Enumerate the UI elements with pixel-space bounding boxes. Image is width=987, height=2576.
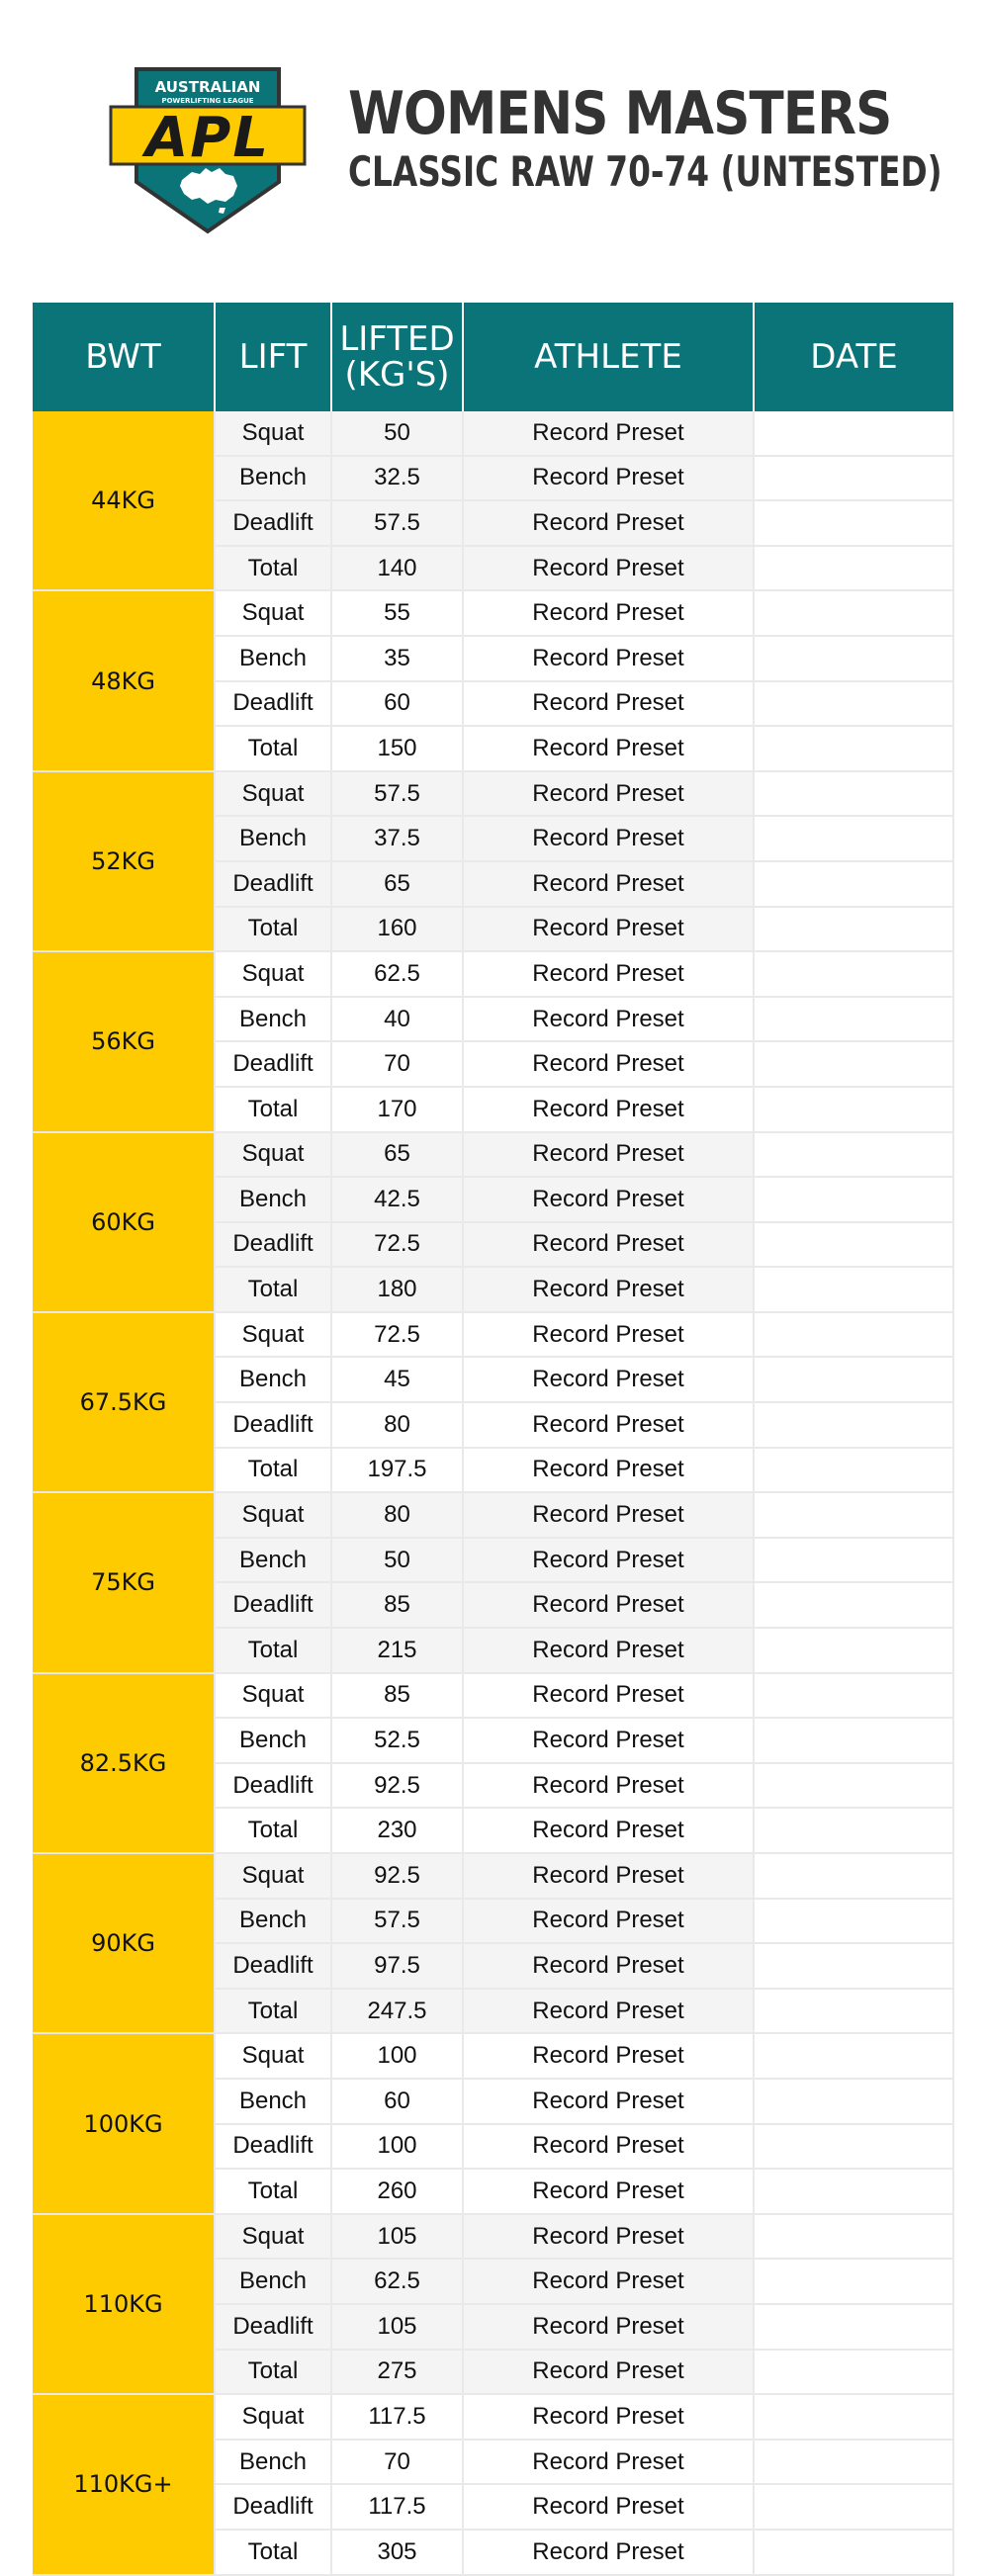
lifted-kg-cell: 247.5 — [331, 1989, 463, 2034]
lifted-kg-cell: 60 — [331, 681, 463, 727]
lift-name-cell: Total — [215, 1989, 331, 2034]
bwt-class-cell: 110KG+ — [33, 2394, 215, 2574]
date-cell — [754, 636, 953, 681]
lift-name-cell: Total — [215, 1087, 331, 1132]
lift-name-cell: Squat — [215, 2394, 331, 2440]
lift-name-cell: Bench — [215, 1177, 331, 1222]
date-cell — [754, 456, 953, 501]
lift-name-cell: Squat — [215, 1492, 331, 1538]
lift-name-cell: Bench — [215, 2079, 331, 2124]
date-cell — [754, 771, 953, 817]
bwt-class-cell: 82.5KG — [33, 1673, 215, 1853]
lifted-kg-cell: 85 — [331, 1673, 463, 1719]
date-cell — [754, 1132, 953, 1178]
table-row — [33, 771, 953, 817]
lift-name-cell: Deadlift — [215, 2304, 331, 2350]
date-cell — [754, 1628, 953, 1673]
lift-name-cell: Bench — [215, 997, 331, 1042]
date-cell — [754, 1853, 953, 1899]
athlete-cell: Record Preset — [463, 907, 754, 952]
lift-name-cell: Squat — [215, 590, 331, 636]
lifted-kg-cell: 57.5 — [331, 500, 463, 546]
lift-name-cell: Squat — [215, 2214, 331, 2260]
date-cell — [754, 2169, 953, 2214]
lifted-kg-cell: 215 — [331, 1628, 463, 1673]
table-row — [33, 2033, 953, 2079]
bwt-class-cell: 90KG — [33, 1853, 215, 2033]
lift-name-cell: Deadlift — [215, 681, 331, 727]
lift-name-cell: Deadlift — [215, 1222, 331, 1268]
lift-name-cell: Bench — [215, 2440, 331, 2485]
lifted-kg-cell: 65 — [331, 861, 463, 907]
table-row — [33, 1492, 953, 1538]
lift-name-cell: Total — [215, 2530, 331, 2575]
bwt-class-cell: 110KG — [33, 2214, 215, 2394]
lift-name-cell: Total — [215, 1628, 331, 1673]
lifted-kg-cell: 32.5 — [331, 456, 463, 501]
bwt-class-cell: 67.5KG — [33, 1312, 215, 1492]
athlete-cell: Record Preset — [463, 1718, 754, 1763]
lift-name-cell: Total — [215, 1808, 331, 1853]
athlete-cell: Record Preset — [463, 1538, 754, 1583]
athlete-cell: Record Preset — [463, 951, 754, 997]
athlete-cell: Record Preset — [463, 1312, 754, 1358]
athlete-cell: Record Preset — [463, 1628, 754, 1673]
lifted-kg-cell: 92.5 — [331, 1763, 463, 1809]
records-body — [33, 411, 953, 2575]
header-bwt: BWT — [33, 303, 215, 411]
lifted-kg-cell: 72.5 — [331, 1312, 463, 1358]
lifted-kg-cell: 55 — [331, 590, 463, 636]
date-cell — [754, 2259, 953, 2304]
lifted-kg-cell: 105 — [331, 2214, 463, 2260]
lifted-kg-cell: 70 — [331, 2440, 463, 2485]
logo-small-text: POWERLIFTING LEAGUE — [161, 97, 254, 105]
athlete-cell: Record Preset — [463, 590, 754, 636]
lift-name-cell: Deadlift — [215, 2484, 331, 2530]
lift-name-cell: Deadlift — [215, 1041, 331, 1087]
table-row — [33, 411, 953, 456]
lifted-kg-cell: 180 — [331, 1267, 463, 1312]
lift-name-cell: Total — [215, 546, 331, 591]
athlete-cell: Record Preset — [463, 997, 754, 1042]
bwt-class-cell: 56KG — [33, 951, 215, 1131]
date-cell — [754, 1222, 953, 1268]
lifted-kg-cell: 100 — [331, 2033, 463, 2079]
lifted-kg-cell: 150 — [331, 726, 463, 771]
page-header — [0, 0, 987, 297]
lift-name-cell: Bench — [215, 1899, 331, 1944]
lifted-kg-cell: 80 — [331, 1402, 463, 1448]
lift-name-cell: Bench — [215, 1357, 331, 1402]
athlete-cell: Record Preset — [463, 771, 754, 817]
athlete-cell: Record Preset — [463, 500, 754, 546]
date-cell — [754, 1538, 953, 1583]
date-cell — [754, 2124, 953, 2170]
athlete-cell: Record Preset — [463, 1132, 754, 1178]
date-cell — [754, 1087, 953, 1132]
lift-name-cell: Deadlift — [215, 861, 331, 907]
lift-name-cell: Squat — [215, 1673, 331, 1719]
lifted-kg-cell: 305 — [331, 2530, 463, 2575]
athlete-cell: Record Preset — [463, 1357, 754, 1402]
athlete-cell: Record Preset — [463, 1899, 754, 1944]
athlete-cell: Record Preset — [463, 2259, 754, 2304]
lift-name-cell: Squat — [215, 771, 331, 817]
date-cell — [754, 2304, 953, 2350]
lift-name-cell: Deadlift — [215, 2124, 331, 2170]
bwt-class-cell: 52KG — [33, 771, 215, 951]
date-cell — [754, 816, 953, 861]
athlete-cell: Record Preset — [463, 1808, 754, 1853]
athlete-cell: Record Preset — [463, 2350, 754, 2395]
date-cell — [754, 951, 953, 997]
athlete-cell: Record Preset — [463, 636, 754, 681]
lifted-kg-cell: 57.5 — [331, 1899, 463, 1944]
athlete-cell: Record Preset — [463, 546, 754, 591]
records-table — [33, 303, 954, 2576]
athlete-cell: Record Preset — [463, 456, 754, 501]
athlete-cell: Record Preset — [463, 2394, 754, 2440]
lifted-kg-cell: 197.5 — [331, 1448, 463, 1493]
lifted-kg-cell: 37.5 — [331, 816, 463, 861]
athlete-cell: Record Preset — [463, 726, 754, 771]
table-row — [33, 2214, 953, 2260]
date-cell — [754, 1041, 953, 1087]
date-cell — [754, 1763, 953, 1809]
athlete-cell: Record Preset — [463, 2033, 754, 2079]
lift-name-cell: Total — [215, 2169, 331, 2214]
athlete-cell: Record Preset — [463, 1087, 754, 1132]
lift-name-cell: Deadlift — [215, 1763, 331, 1809]
athlete-cell: Record Preset — [463, 1492, 754, 1538]
date-cell — [754, 590, 953, 636]
lifted-kg-cell: 40 — [331, 997, 463, 1042]
table-row — [33, 2394, 953, 2440]
date-cell — [754, 2394, 953, 2440]
lifted-kg-cell: 42.5 — [331, 1177, 463, 1222]
table-header-row — [33, 303, 953, 411]
header-lifted — [331, 303, 463, 411]
date-cell — [754, 2530, 953, 2575]
logo-letters: APL — [144, 106, 271, 170]
athlete-cell: Record Preset — [463, 1041, 754, 1087]
date-cell — [754, 1989, 953, 2034]
lift-name-cell: Bench — [215, 456, 331, 501]
table-row — [33, 1673, 953, 1719]
date-cell — [754, 1448, 953, 1493]
bwt-class-cell: 100KG — [33, 2033, 215, 2213]
page-subtitle: CLASSIC RAW 70-74 (UNTESTED) — [348, 147, 942, 196]
lift-name-cell: Bench — [215, 636, 331, 681]
athlete-cell: Record Preset — [463, 1402, 754, 1448]
lift-name-cell: Bench — [215, 2259, 331, 2304]
header-lifted-line2: (KG'S) — [344, 355, 450, 395]
athlete-cell: Record Preset — [463, 2169, 754, 2214]
date-cell — [754, 1492, 953, 1538]
date-cell — [754, 1899, 953, 1944]
lift-name-cell: Bench — [215, 1718, 331, 1763]
athlete-cell: Record Preset — [463, 411, 754, 456]
table-row — [33, 1853, 953, 1899]
lifted-kg-cell: 35 — [331, 636, 463, 681]
date-cell — [754, 1808, 953, 1853]
lifted-kg-cell: 65 — [331, 1132, 463, 1178]
lifted-kg-cell: 97.5 — [331, 1943, 463, 1989]
lift-name-cell: Deadlift — [215, 1582, 331, 1628]
date-cell — [754, 861, 953, 907]
athlete-cell: Record Preset — [463, 1763, 754, 1809]
bwt-class-cell: 60KG — [33, 1132, 215, 1312]
lift-name-cell: Squat — [215, 411, 331, 456]
apl-logo — [109, 65, 307, 235]
athlete-cell: Record Preset — [463, 1943, 754, 1989]
date-cell — [754, 2440, 953, 2485]
athlete-cell: Record Preset — [463, 1267, 754, 1312]
date-cell — [754, 1673, 953, 1719]
date-cell — [754, 2350, 953, 2395]
lift-name-cell: Deadlift — [215, 1402, 331, 1448]
lifted-kg-cell: 275 — [331, 2350, 463, 2395]
date-cell — [754, 1718, 953, 1763]
athlete-cell: Record Preset — [463, 1222, 754, 1268]
date-cell — [754, 1943, 953, 1989]
lifted-kg-cell: 170 — [331, 1087, 463, 1132]
table-row — [33, 1312, 953, 1358]
date-cell — [754, 1357, 953, 1402]
lift-name-cell: Total — [215, 1267, 331, 1312]
lifted-kg-cell: 230 — [331, 1808, 463, 1853]
date-cell — [754, 997, 953, 1042]
logo-top-text: AUSTRALIAN — [154, 78, 261, 96]
date-cell — [754, 2033, 953, 2079]
athlete-cell: Record Preset — [463, 681, 754, 727]
date-cell — [754, 2079, 953, 2124]
date-cell — [754, 1312, 953, 1358]
lifted-kg-cell: 52.5 — [331, 1718, 463, 1763]
date-cell — [754, 1582, 953, 1628]
lifted-kg-cell: 100 — [331, 2124, 463, 2170]
bwt-class-cell: 48KG — [33, 590, 215, 770]
lift-name-cell: Bench — [215, 1538, 331, 1583]
lift-name-cell: Squat — [215, 951, 331, 997]
lifted-kg-cell: 140 — [331, 546, 463, 591]
date-cell — [754, 500, 953, 546]
header-lifted-line1: LIFTED — [339, 319, 455, 359]
athlete-cell: Record Preset — [463, 2124, 754, 2170]
athlete-cell: Record Preset — [463, 2214, 754, 2260]
bwt-class-cell: 44KG — [33, 411, 215, 590]
date-cell — [754, 546, 953, 591]
lifted-kg-cell: 72.5 — [331, 1222, 463, 1268]
lifted-kg-cell: 50 — [331, 411, 463, 456]
header-lift: LIFT — [215, 303, 331, 411]
lift-name-cell: Squat — [215, 1132, 331, 1178]
athlete-cell: Record Preset — [463, 1673, 754, 1719]
date-cell — [754, 1267, 953, 1312]
date-cell — [754, 411, 953, 456]
table-row — [33, 1132, 953, 1178]
athlete-cell: Record Preset — [463, 1989, 754, 2034]
date-cell — [754, 726, 953, 771]
bwt-class-cell: 75KG — [33, 1492, 215, 1672]
date-cell — [754, 681, 953, 727]
lift-name-cell: Total — [215, 1448, 331, 1493]
athlete-cell: Record Preset — [463, 1448, 754, 1493]
title-block — [348, 81, 987, 198]
lift-name-cell: Deadlift — [215, 500, 331, 546]
lifted-kg-cell: 160 — [331, 907, 463, 952]
lifted-kg-cell: 80 — [331, 1492, 463, 1538]
lifted-kg-cell: 62.5 — [331, 2259, 463, 2304]
lift-name-cell: Total — [215, 726, 331, 771]
table-row — [33, 951, 953, 997]
lifted-kg-cell: 117.5 — [331, 2394, 463, 2440]
athlete-cell: Record Preset — [463, 816, 754, 861]
lifted-kg-cell: 62.5 — [331, 951, 463, 997]
lifted-kg-cell: 57.5 — [331, 771, 463, 817]
lift-name-cell: Squat — [215, 1312, 331, 1358]
lifted-kg-cell: 260 — [331, 2169, 463, 2214]
lift-name-cell: Squat — [215, 1853, 331, 1899]
lifted-kg-cell: 70 — [331, 1041, 463, 1087]
athlete-cell: Record Preset — [463, 2079, 754, 2124]
date-cell — [754, 907, 953, 952]
lift-name-cell: Total — [215, 907, 331, 952]
athlete-cell: Record Preset — [463, 2484, 754, 2530]
date-cell — [754, 1177, 953, 1222]
lifted-kg-cell: 60 — [331, 2079, 463, 2124]
lift-name-cell: Bench — [215, 816, 331, 861]
athlete-cell: Record Preset — [463, 2304, 754, 2350]
header-date: DATE — [754, 303, 953, 411]
athlete-cell: Record Preset — [463, 2440, 754, 2485]
lift-name-cell: Squat — [215, 2033, 331, 2079]
date-cell — [754, 2214, 953, 2260]
lift-name-cell: Total — [215, 2350, 331, 2395]
table-row — [33, 590, 953, 636]
page-title: WOMENS MASTERS — [348, 79, 892, 148]
athlete-cell: Record Preset — [463, 861, 754, 907]
athlete-cell: Record Preset — [463, 2530, 754, 2575]
lift-name-cell: Deadlift — [215, 1943, 331, 1989]
athlete-cell: Record Preset — [463, 1582, 754, 1628]
athlete-cell: Record Preset — [463, 1853, 754, 1899]
date-cell — [754, 2484, 953, 2530]
date-cell — [754, 1402, 953, 1448]
lifted-kg-cell: 85 — [331, 1582, 463, 1628]
athlete-cell: Record Preset — [463, 1177, 754, 1222]
lifted-kg-cell: 92.5 — [331, 1853, 463, 1899]
lifted-kg-cell: 45 — [331, 1357, 463, 1402]
lifted-kg-cell: 117.5 — [331, 2484, 463, 2530]
lifted-kg-cell: 50 — [331, 1538, 463, 1583]
header-athlete: ATHLETE — [463, 303, 754, 411]
lifted-kg-cell: 105 — [331, 2304, 463, 2350]
